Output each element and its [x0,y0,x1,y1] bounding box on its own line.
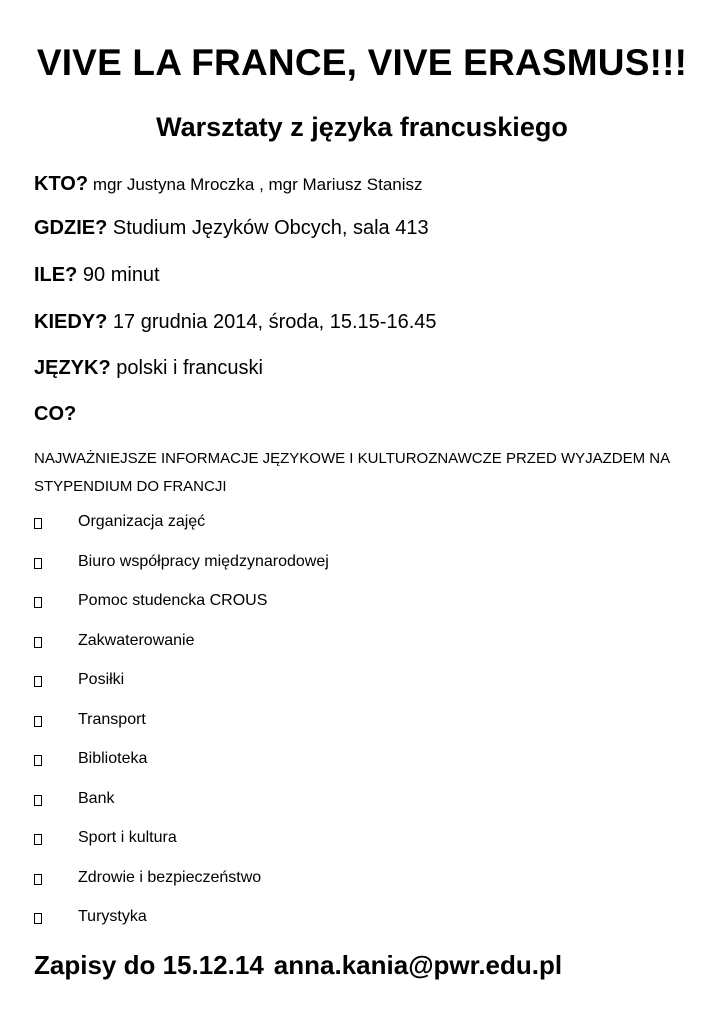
bullet-box-icon [34,637,42,648]
info-who-label: KTO? [34,173,89,195]
flyer-title: VIVE LA FRANCE, VIVE ERASMUS!!! [36,42,688,83]
bullet-box-icon [34,558,42,569]
bullet-box-icon [34,676,42,687]
contact-email: anna.kania@pwr.edu.pl [273,950,563,980]
info-language-label: JĘZYK? [34,357,111,379]
topic-label: Posiłki [78,671,125,688]
info-what-label: CO? [34,403,77,425]
bullet-box-icon [34,716,42,727]
registration-footer [34,950,562,981]
info-language [34,357,263,380]
topic-label: Bank [78,789,115,807]
topic-label: Turystyka [78,908,147,925]
topic-label: Pomoc studencka CROUS [78,592,268,609]
info-duration-label: ILE? [34,264,78,286]
topic-label: Biuro współpracy międzynarodowej [78,552,329,570]
info-where-value: Studium Języków Obcych, sala 413 [112,217,429,239]
bullet-box-icon [34,518,42,529]
info-who [34,173,423,196]
info-language-value: polski i francuski [116,357,263,379]
bullet-box-icon [34,795,42,806]
info-when [34,311,437,334]
bullet-box-icon [34,597,42,608]
bullet-box-icon [34,874,42,885]
topic-label: Biblioteka [78,750,148,767]
info-what [34,403,76,426]
bullet-box-icon [34,913,42,924]
bullet-box-icon [34,834,42,845]
info-when-value: 17 grudnia 2014, środa, 15.15-16.45 [112,311,437,333]
topic-label: Organizacja zajęć [78,513,206,530]
info-duration [34,264,160,287]
info-who-value: mgr Justyna Mroczka , mgr Mariusz Stanisz [92,175,423,194]
registration-deadline: Zapisy do 15.12.14 [34,950,264,980]
flyer-subtitle: Warsztaty z języka francuskiego [156,112,568,142]
workshop-description: NAJWAŻNIEJSZE INFORMACJE JĘZYKOWE I KULTUROZNAWCZE PRZED WYJAZDEM NA STYPENDIUM DO FRANCJI [34,450,670,495]
bullet-box-icon [34,755,42,766]
info-when-label: KIEDY? [34,311,108,333]
info-duration-value: 90 minut [82,264,160,286]
info-where [34,217,429,240]
topic-label: Zakwaterowanie [78,631,195,649]
topic-label: Zdrowie i bezpieczeństwo [78,868,262,886]
topic-label: Transport [78,710,146,728]
info-where-label: GDZIE? [34,217,108,239]
topic-label: Sport i kultura [78,829,177,846]
